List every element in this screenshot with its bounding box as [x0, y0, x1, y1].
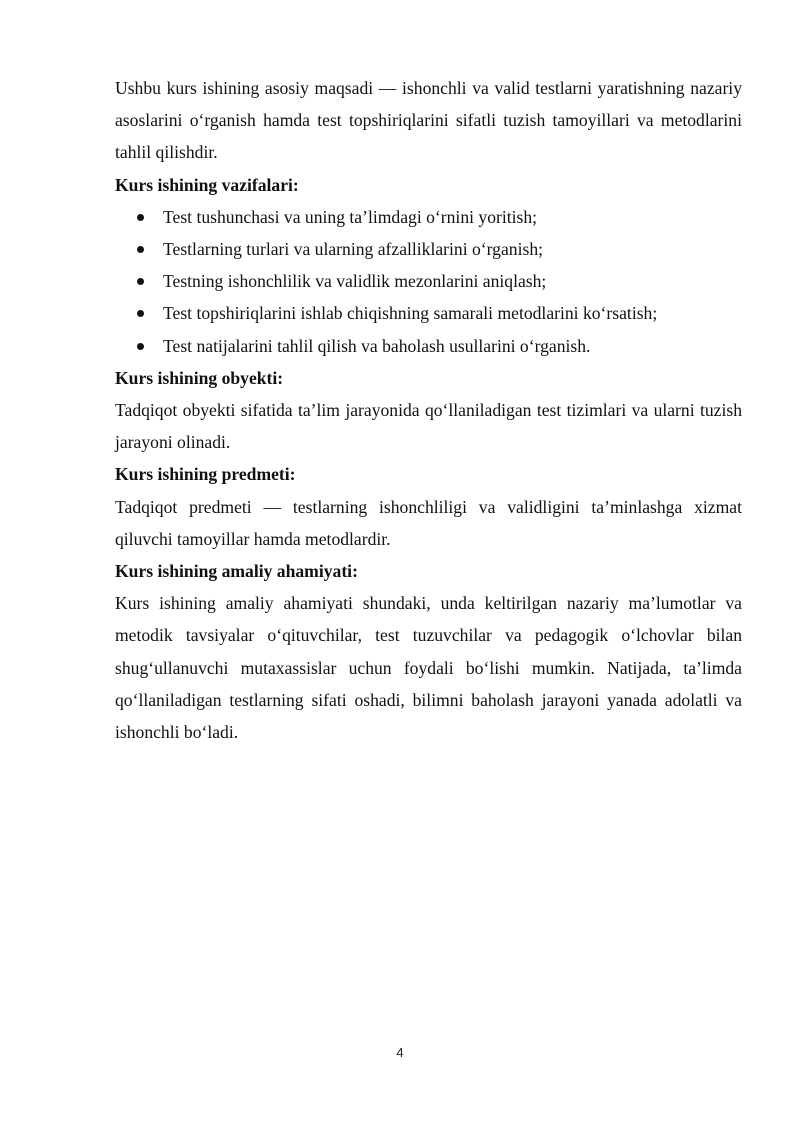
object-heading: Kurs ishining obyekti: — [115, 367, 284, 388]
practical-paragraph: Kurs ishining amaliy ahamiyati shundaki, unda keltirilgan nazariy ma’lumotlar va metodik tavsiyalar o‘qituvchilar, test tuzuvchilar va pedagogik o‘lchovlar bilan shug‘ullanuvchi mutaxassislar uchun foydali bo‘lishi mumkin. Natijada, ta’limda qo‘llaniladigan testlarning sifati oshadi, bilimni baholash jarayoni yanada adolatli va ishonchli bo‘ladi. — [115, 593, 742, 743]
list-item — [115, 265, 742, 297]
bullet-icon — [137, 278, 144, 285]
list-item-text: Test topshiriqlarini ishlab chiqishning samarali metodlarini ko‘rsatish; — [163, 303, 658, 324]
list-item-text: Testning ishonchlilik va validlik mezonlarini aniqlash; — [163, 271, 547, 292]
bullet-icon — [137, 310, 144, 317]
list-item-text: Test natijalarini tahlil qilish va baholash usullarini o‘rganish. — [163, 335, 591, 356]
practical-heading: Kurs ishining amaliy ahamiyati: — [115, 561, 358, 582]
bullet-icon — [137, 214, 144, 221]
tasks-list — [115, 201, 742, 362]
page-number: 4 — [396, 1045, 404, 1060]
intro-paragraph: Ushbu kurs ishining asosiy maqsadi — ishonchli va valid testlarni yaratishning nazariy asoslarini o‘rganish hamda test topshiriqlarini sifatli tuzish tamoyillari va metodlarini tahlil qilishdir. — [115, 78, 742, 163]
document-page — [115, 72, 742, 748]
list-item-text: Test tushunchasi va uning ta’limdagi o‘rnini yoritish; — [163, 206, 538, 227]
tasks-heading: Kurs ishining vazifalari: — [115, 174, 299, 195]
bullet-icon — [137, 343, 144, 350]
bullet-icon — [137, 246, 144, 253]
list-item — [115, 233, 742, 265]
list-item — [115, 201, 742, 233]
list-item — [115, 297, 742, 329]
object-paragraph: Tadqiqot obyekti sifatida ta’lim jarayonida qo‘llaniladigan test tizimlari va ularni tuzish jarayoni olinadi. — [115, 400, 742, 453]
list-item — [115, 330, 742, 362]
list-item-text: Testlarning turlari va ularning afzalliklarini o‘rganish; — [163, 239, 544, 260]
subject-paragraph: Tadqiqot predmeti — testlarning ishonchliligi va validligini ta’minlashga xizmat qiluvchi tamoyillar hamda metodlardir. — [115, 496, 742, 549]
subject-heading: Kurs ishining predmeti: — [115, 464, 296, 485]
